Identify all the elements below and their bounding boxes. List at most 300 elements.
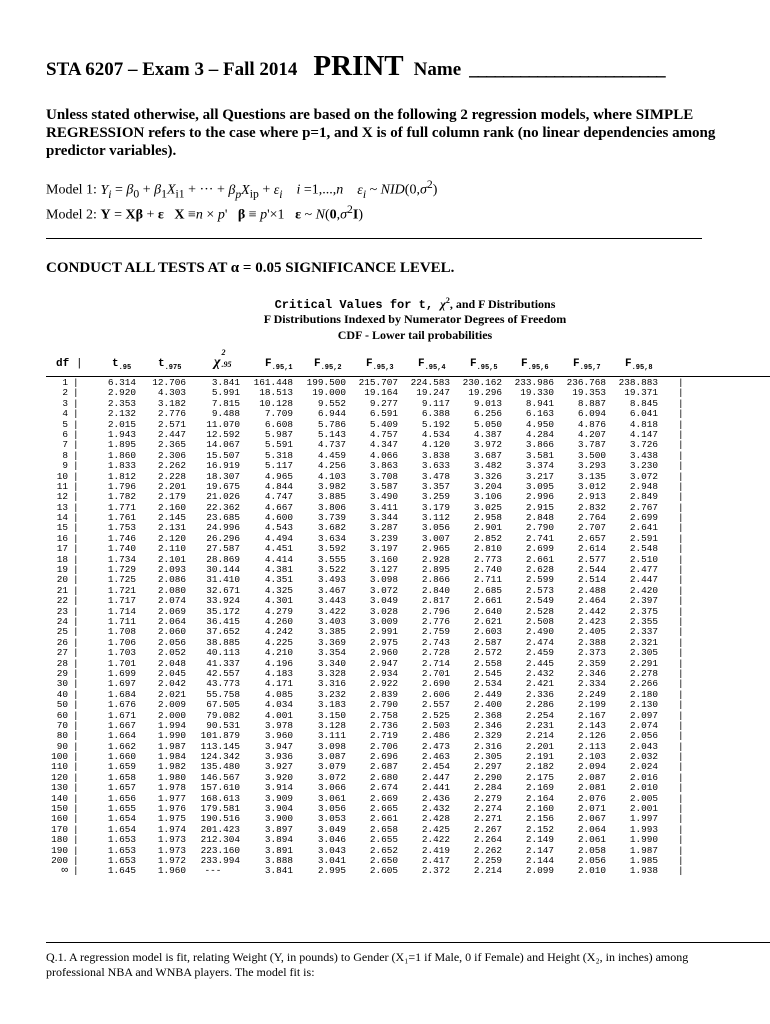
value-cell: 2.503 bbox=[421, 719, 450, 731]
df-cell: 17 bbox=[56, 543, 68, 555]
value-cell: 6.256 bbox=[473, 408, 502, 420]
f-column-header bbox=[573, 358, 601, 372]
value-cell: 2.674 bbox=[369, 782, 398, 794]
value-cell: 3.960 bbox=[264, 730, 293, 742]
value-cell: 3.009 bbox=[369, 615, 398, 627]
value-cell: 2.353 bbox=[107, 397, 136, 409]
value-cell: 2.657 bbox=[577, 532, 606, 544]
value-cell: 2.421 bbox=[525, 678, 554, 690]
value-cell: 2.097 bbox=[629, 709, 658, 721]
chi-sup: 2 bbox=[221, 348, 226, 357]
value-cell: 8.887 bbox=[577, 397, 606, 409]
value-cell: 1.653 bbox=[107, 844, 136, 856]
value-cell: 30.144 bbox=[206, 564, 240, 576]
value-cell: 1.994 bbox=[157, 719, 186, 731]
value-cell: 4.256 bbox=[317, 460, 346, 472]
value-cell: 3.056 bbox=[317, 803, 346, 815]
value-cell: 1.667 bbox=[107, 719, 136, 731]
value-cell: 4.301 bbox=[264, 595, 293, 607]
value-cell: 4.351 bbox=[264, 574, 293, 586]
value-cell: 3.326 bbox=[473, 470, 502, 482]
value-cell: 2.067 bbox=[577, 813, 606, 825]
column-separator: | bbox=[73, 460, 79, 472]
value-cell: 3.838 bbox=[421, 449, 450, 461]
df-cell: 110 bbox=[51, 761, 68, 773]
value-cell: 8.845 bbox=[629, 397, 658, 409]
value-cell: 3.111 bbox=[317, 730, 346, 742]
value-cell: 3.411 bbox=[369, 501, 398, 513]
value-cell: 2.160 bbox=[157, 501, 186, 513]
value-cell: 190.516 bbox=[200, 813, 240, 825]
value-cell: 2.699 bbox=[525, 543, 554, 555]
value-cell: 2.571 bbox=[157, 418, 186, 430]
value-cell: 8.941 bbox=[525, 397, 554, 409]
value-cell: 2.764 bbox=[577, 512, 606, 524]
value-cell: 201.423 bbox=[200, 823, 240, 835]
value-cell: 2.337 bbox=[629, 626, 658, 638]
value-cell: 3.041 bbox=[317, 854, 346, 866]
value-cell: 101.879 bbox=[200, 730, 240, 742]
table-caption: CDF - Lower tail probabilities bbox=[337, 328, 493, 342]
column-separator: | bbox=[678, 397, 684, 409]
value-cell: 3.127 bbox=[369, 564, 398, 576]
value-cell: 19.164 bbox=[364, 387, 398, 399]
value-cell: 3.066 bbox=[317, 782, 346, 794]
value-cell: 3.633 bbox=[421, 460, 450, 472]
column-separator: | bbox=[73, 387, 79, 399]
value-cell: 3.072 bbox=[629, 470, 658, 482]
df-cell: 40 bbox=[56, 688, 68, 700]
model-2-label: Model 2: bbox=[46, 207, 97, 223]
df-cell: 21 bbox=[56, 584, 68, 596]
value-cell: 3.900 bbox=[264, 813, 293, 825]
value-cell: 2.650 bbox=[369, 854, 398, 866]
value-cell: 2.687 bbox=[369, 761, 398, 773]
value-cell: 2.316 bbox=[473, 740, 502, 752]
value-cell: 1.708 bbox=[107, 626, 136, 638]
value-cell: 3.467 bbox=[317, 584, 346, 596]
value-cell: 3.012 bbox=[577, 480, 606, 492]
value-cell: 2.074 bbox=[157, 595, 186, 607]
value-cell: 19.371 bbox=[624, 387, 658, 399]
f-column-header bbox=[625, 358, 653, 372]
value-cell: 5.991 bbox=[211, 387, 240, 399]
value-cell: 3.592 bbox=[317, 543, 346, 555]
value-cell: 2.228 bbox=[157, 470, 186, 482]
value-cell: 3.894 bbox=[264, 834, 293, 846]
value-cell: 16.919 bbox=[206, 460, 240, 472]
value-cell: 2.743 bbox=[421, 636, 450, 648]
value-cell: 2.442 bbox=[577, 605, 606, 617]
value-cell: 22.362 bbox=[206, 501, 240, 513]
f-sub: .95,8 bbox=[631, 364, 653, 373]
column-separator: | bbox=[678, 709, 684, 721]
value-cell: 4.260 bbox=[264, 615, 293, 627]
value-cell: 3.888 bbox=[264, 854, 293, 866]
value-cell: 4.667 bbox=[264, 501, 293, 513]
question-1-text: Q.1. A regression model is fit, relating Weight (Y, in pounds) to Gender (X₁=1 if Male, 0 if Female) and Height (X₂, in inches) among professional NBA and WNBA players. The model fit is: bbox=[46, 950, 689, 979]
value-cell: 2.397 bbox=[629, 595, 658, 607]
value-cell: 2.441 bbox=[421, 782, 450, 794]
value-cell: 2.058 bbox=[577, 844, 606, 856]
value-cell: 2.074 bbox=[629, 719, 658, 731]
value-cell: 2.640 bbox=[473, 605, 502, 617]
value-cell: 5.050 bbox=[473, 418, 502, 430]
t975-sub: .975 bbox=[164, 364, 182, 373]
value-cell: 2.099 bbox=[525, 865, 554, 877]
column-separator: | bbox=[678, 408, 684, 420]
value-cell: 1.654 bbox=[107, 813, 136, 825]
value-cell: 38.885 bbox=[206, 636, 240, 648]
value-cell: 3.135 bbox=[577, 470, 606, 482]
value-cell: 40.113 bbox=[206, 647, 240, 659]
f-sub: .95,5 bbox=[476, 364, 498, 373]
f-sub: .95,2 bbox=[320, 364, 342, 373]
value-cell: 3.049 bbox=[317, 823, 346, 835]
value-cell: 2.180 bbox=[629, 688, 658, 700]
value-cell: 1.977 bbox=[157, 792, 186, 804]
df-cell: 7 bbox=[62, 439, 68, 451]
value-cell: 4.034 bbox=[264, 699, 293, 711]
value-cell: 2.445 bbox=[525, 657, 554, 669]
f-label: F bbox=[470, 358, 477, 370]
chi-sub: .95 bbox=[221, 360, 232, 369]
course-title: STA 6207 – Exam 3 – Fall 2014 bbox=[46, 59, 298, 80]
value-cell: 2.056 bbox=[577, 854, 606, 866]
value-cell: 2.776 bbox=[157, 408, 186, 420]
value-cell: 2.714 bbox=[421, 657, 450, 669]
value-cell: 1.974 bbox=[157, 823, 186, 835]
value-cell: 4.279 bbox=[264, 605, 293, 617]
value-cell: 2.685 bbox=[473, 584, 502, 596]
value-cell: 6.314 bbox=[107, 377, 136, 388]
df-cell: ∞ bbox=[61, 865, 68, 878]
value-cell: 2.010 bbox=[629, 782, 658, 794]
column-separator: | bbox=[678, 657, 684, 669]
value-cell: 2.032 bbox=[629, 751, 658, 763]
value-cell: 2.214 bbox=[525, 730, 554, 742]
value-cell: 31.410 bbox=[206, 574, 240, 586]
value-cell: 6.608 bbox=[264, 418, 293, 430]
value-cell: 3.374 bbox=[525, 460, 554, 472]
df-cell: 24 bbox=[56, 615, 68, 627]
column-separator: | bbox=[73, 699, 79, 711]
f-sub: .95,7 bbox=[579, 364, 601, 373]
column-separator: | bbox=[73, 823, 79, 835]
value-cell: 3.354 bbox=[317, 647, 346, 659]
value-cell: 2.849 bbox=[629, 491, 658, 503]
value-cell: 2.510 bbox=[629, 553, 658, 565]
column-separator: | bbox=[73, 865, 79, 877]
value-cell: 2.922 bbox=[369, 678, 398, 690]
value-cell: 2.621 bbox=[473, 615, 502, 627]
value-cell: 2.464 bbox=[577, 595, 606, 607]
column-separator: | bbox=[678, 512, 684, 524]
value-cell: 2.388 bbox=[577, 636, 606, 648]
value-cell: 1.706 bbox=[107, 636, 136, 648]
value-cell: 1.676 bbox=[107, 699, 136, 711]
f-column-header bbox=[366, 358, 394, 372]
value-cell: 3.230 bbox=[629, 460, 658, 472]
value-cell: 2.368 bbox=[473, 709, 502, 721]
value-cell: 2.015 bbox=[107, 418, 136, 430]
value-cell: 2.400 bbox=[473, 699, 502, 711]
value-cell: 2.081 bbox=[577, 782, 606, 794]
value-cell: 3.841 bbox=[264, 865, 293, 877]
column-separator: | bbox=[73, 418, 79, 430]
df-cell: 100 bbox=[51, 751, 68, 763]
value-cell: 2.144 bbox=[525, 854, 554, 866]
value-cell: 224.583 bbox=[410, 377, 450, 388]
column-separator: | bbox=[73, 532, 79, 544]
value-cell: 3.909 bbox=[264, 792, 293, 804]
f-label: F bbox=[314, 358, 321, 370]
f-column-header bbox=[418, 358, 446, 372]
df-cell: 150 bbox=[51, 803, 68, 815]
value-cell: 2.419 bbox=[421, 844, 450, 856]
value-cell: 2.334 bbox=[577, 678, 606, 690]
value-cell: 9.013 bbox=[473, 397, 502, 409]
value-cell: 2.306 bbox=[157, 449, 186, 461]
value-cell: 2.423 bbox=[577, 615, 606, 627]
value-cell: 1.771 bbox=[107, 501, 136, 513]
value-cell: 3.978 bbox=[264, 719, 293, 731]
value-cell: 2.009 bbox=[157, 699, 186, 711]
column-separator: | bbox=[678, 844, 684, 856]
value-cell: 3.043 bbox=[317, 844, 346, 856]
value-cell: 2.572 bbox=[473, 647, 502, 659]
value-cell: 43.773 bbox=[206, 678, 240, 690]
value-cell: 1.987 bbox=[157, 740, 186, 752]
value-cell: 3.739 bbox=[317, 512, 346, 524]
df-cell: 28 bbox=[56, 657, 68, 669]
value-cell: 21.026 bbox=[206, 491, 240, 503]
column-separator: | bbox=[73, 761, 79, 773]
column-separator: | bbox=[678, 553, 684, 565]
value-cell: 42.557 bbox=[206, 667, 240, 679]
value-cell: 4.066 bbox=[369, 449, 398, 461]
instructions-paragraph: Unless stated otherwise, all Questions are based on the following 2 regression models, where SIMPLE REGRESSION refers to the case where p=1, and X is of full column rank (no linear dependencies among predictor variables). bbox=[46, 107, 716, 159]
value-cell: 5.786 bbox=[317, 418, 346, 430]
f-label: F bbox=[265, 358, 272, 370]
value-cell: 36.415 bbox=[206, 615, 240, 627]
value-cell: 2.365 bbox=[157, 439, 186, 451]
value-cell: 1.993 bbox=[629, 823, 658, 835]
value-cell: 2.425 bbox=[421, 823, 450, 835]
print-label: PRINT bbox=[313, 50, 404, 82]
value-cell: 2.573 bbox=[525, 584, 554, 596]
value-cell: 26.296 bbox=[206, 532, 240, 544]
df-cell: 20 bbox=[56, 574, 68, 586]
value-cell: 4.196 bbox=[264, 657, 293, 669]
column-separator: | bbox=[678, 626, 684, 638]
value-cell: 2.447 bbox=[629, 574, 658, 586]
value-cell: 2.169 bbox=[525, 782, 554, 794]
value-cell: 3.197 bbox=[369, 543, 398, 555]
df-cell: 190 bbox=[51, 844, 68, 856]
column-separator: | bbox=[73, 782, 79, 794]
value-cell: 2.599 bbox=[525, 574, 554, 586]
value-cell: 6.094 bbox=[577, 408, 606, 420]
table-subtitle: F Distributions Indexed by Numerator Degrees of Freedom bbox=[263, 312, 567, 326]
value-cell: 24.996 bbox=[206, 522, 240, 534]
value-cell: 2.160 bbox=[525, 803, 554, 815]
df-cell: 2 bbox=[62, 387, 68, 399]
value-cell: 3.885 bbox=[317, 491, 346, 503]
value-cell: 2.848 bbox=[525, 512, 554, 524]
value-cell: 2.405 bbox=[577, 626, 606, 638]
value-cell: 55.758 bbox=[206, 688, 240, 700]
column-separator: | bbox=[678, 751, 684, 763]
value-cell: 236.768 bbox=[566, 377, 606, 388]
df-cell: 50 bbox=[56, 699, 68, 711]
t975-column-header bbox=[158, 358, 181, 372]
value-cell: 2.005 bbox=[629, 792, 658, 804]
value-cell: 2.557 bbox=[421, 699, 450, 711]
table-title-rest: , and F Distributions bbox=[449, 297, 556, 311]
divider bbox=[46, 238, 702, 239]
column-separator: | bbox=[73, 522, 79, 534]
value-cell: 5.591 bbox=[264, 439, 293, 451]
value-cell: 2.474 bbox=[525, 636, 554, 648]
value-cell: 233.994 bbox=[200, 854, 240, 866]
value-cell: 2.231 bbox=[525, 719, 554, 731]
df-cell: 170 bbox=[51, 823, 68, 835]
f-label: F bbox=[418, 358, 425, 370]
value-cell: 2.432 bbox=[421, 803, 450, 815]
value-cell: 4.001 bbox=[264, 709, 293, 721]
value-cell: 5.318 bbox=[264, 449, 293, 461]
value-cell: 1.984 bbox=[157, 751, 186, 763]
value-cell: 2.759 bbox=[421, 626, 450, 638]
model-1-equation: Model 1: $Y_i = \beta_0 + \beta_1X_{i1}$ + ··· + $\beta_pX_{ip} + \varepsilon_i$ i =1,...,n $\varepsilon_i$ ~ $NID(0,\sigma^2)$ bbox=[46, 178, 438, 201]
column-separator: | bbox=[73, 667, 79, 679]
value-cell: 2.372 bbox=[421, 865, 450, 877]
value-cell: 35.172 bbox=[206, 605, 240, 617]
value-cell: 4.347 bbox=[369, 439, 398, 451]
value-cell: 2.093 bbox=[157, 564, 186, 576]
value-cell: 2.143 bbox=[577, 719, 606, 731]
column-separator: | bbox=[678, 834, 684, 846]
value-cell: 2.796 bbox=[421, 605, 450, 617]
value-cell: 2.852 bbox=[473, 532, 502, 544]
value-cell: 2.167 bbox=[577, 709, 606, 721]
value-cell: 2.113 bbox=[577, 740, 606, 752]
value-cell: 2.199 bbox=[577, 699, 606, 711]
column-separator: | bbox=[678, 501, 684, 513]
value-cell: 1.782 bbox=[107, 491, 136, 503]
column-separator: | bbox=[73, 626, 79, 638]
value-cell: 3.340 bbox=[317, 657, 346, 669]
value-cell: 2.278 bbox=[629, 667, 658, 679]
value-cell: 2.514 bbox=[577, 574, 606, 586]
value-cell: 3.863 bbox=[369, 460, 398, 472]
value-cell: 1.654 bbox=[107, 823, 136, 835]
value-cell: 3.438 bbox=[629, 449, 658, 461]
value-cell: 4.747 bbox=[264, 491, 293, 503]
value-cell: 3.072 bbox=[317, 771, 346, 783]
df-cell: 5 bbox=[62, 418, 68, 430]
df-cell: 200 bbox=[51, 854, 68, 866]
value-cell: 2.477 bbox=[629, 564, 658, 576]
value-cell: 2.447 bbox=[157, 428, 186, 440]
value-cell: 2.913 bbox=[577, 491, 606, 503]
value-cell: 3.904 bbox=[264, 803, 293, 815]
value-cell: 2.071 bbox=[577, 803, 606, 815]
value-cell: 3.478 bbox=[421, 470, 450, 482]
value-cell: 215.707 bbox=[358, 377, 398, 388]
value-cell: 4.147 bbox=[629, 428, 658, 440]
value-cell: 2.094 bbox=[577, 761, 606, 773]
column-separator: | bbox=[73, 854, 79, 866]
value-cell: 4.965 bbox=[264, 470, 293, 482]
value-cell: 179.581 bbox=[200, 803, 240, 815]
df-cell: 6 bbox=[62, 428, 68, 440]
value-cell: 3.936 bbox=[264, 751, 293, 763]
column-separator: | bbox=[73, 636, 79, 648]
value-cell: 2.965 bbox=[421, 543, 450, 555]
column-separator: | bbox=[678, 470, 684, 482]
value-cell: 2.915 bbox=[525, 501, 554, 513]
value-cell: 2.103 bbox=[577, 751, 606, 763]
column-separator: | bbox=[76, 358, 83, 370]
df-cell: 18 bbox=[56, 553, 68, 565]
column-separator: | bbox=[73, 751, 79, 763]
value-cell: 1.653 bbox=[107, 854, 136, 866]
value-cell: 161.448 bbox=[253, 377, 293, 388]
value-cell: 19.353 bbox=[572, 387, 606, 399]
value-cell: 2.577 bbox=[577, 553, 606, 565]
value-cell: 3.128 bbox=[317, 719, 346, 731]
table-title-text: Critical Values for t, bbox=[274, 298, 441, 312]
t95-sub: .95 bbox=[118, 364, 132, 373]
value-cell: 2.758 bbox=[369, 709, 398, 721]
value-cell: 3.259 bbox=[421, 491, 450, 503]
value-cell: 3.422 bbox=[317, 605, 346, 617]
value-cell: 3.095 bbox=[525, 480, 554, 492]
value-cell: 2.428 bbox=[421, 813, 450, 825]
column-separator: | bbox=[678, 647, 684, 659]
value-cell: 2.045 bbox=[157, 667, 186, 679]
value-cell: 1.725 bbox=[107, 574, 136, 586]
value-cell: 5.409 bbox=[369, 418, 398, 430]
value-cell: 2.336 bbox=[525, 688, 554, 700]
df-cell: 180 bbox=[51, 834, 68, 846]
value-cell: 19.330 bbox=[520, 387, 554, 399]
value-cell: 2.948 bbox=[629, 480, 658, 492]
value-cell: 2.701 bbox=[421, 667, 450, 679]
column-separator: | bbox=[678, 605, 684, 617]
value-cell: 2.249 bbox=[577, 688, 606, 700]
value-cell: 2.996 bbox=[525, 491, 554, 503]
value-cell: 4.120 bbox=[421, 439, 450, 451]
value-cell: 2.928 bbox=[421, 553, 450, 565]
value-cell: 2.274 bbox=[473, 803, 502, 815]
value-cell: 3.927 bbox=[264, 761, 293, 773]
f-column-header bbox=[265, 358, 293, 372]
value-cell: 135.480 bbox=[200, 761, 240, 773]
df-cell: 120 bbox=[51, 771, 68, 783]
value-cell: 4.171 bbox=[264, 678, 293, 690]
value-cell: 3.634 bbox=[317, 532, 346, 544]
value-cell: 79.082 bbox=[206, 709, 240, 721]
value-cell: 3.914 bbox=[264, 782, 293, 794]
value-cell: 1.973 bbox=[157, 834, 186, 846]
table-title: Critical Values for t, $\chi^2$, and F Distributions bbox=[274, 296, 556, 312]
value-cell: 2.064 bbox=[577, 823, 606, 835]
column-separator: | bbox=[678, 813, 684, 825]
value-cell: 2.262 bbox=[473, 844, 502, 856]
